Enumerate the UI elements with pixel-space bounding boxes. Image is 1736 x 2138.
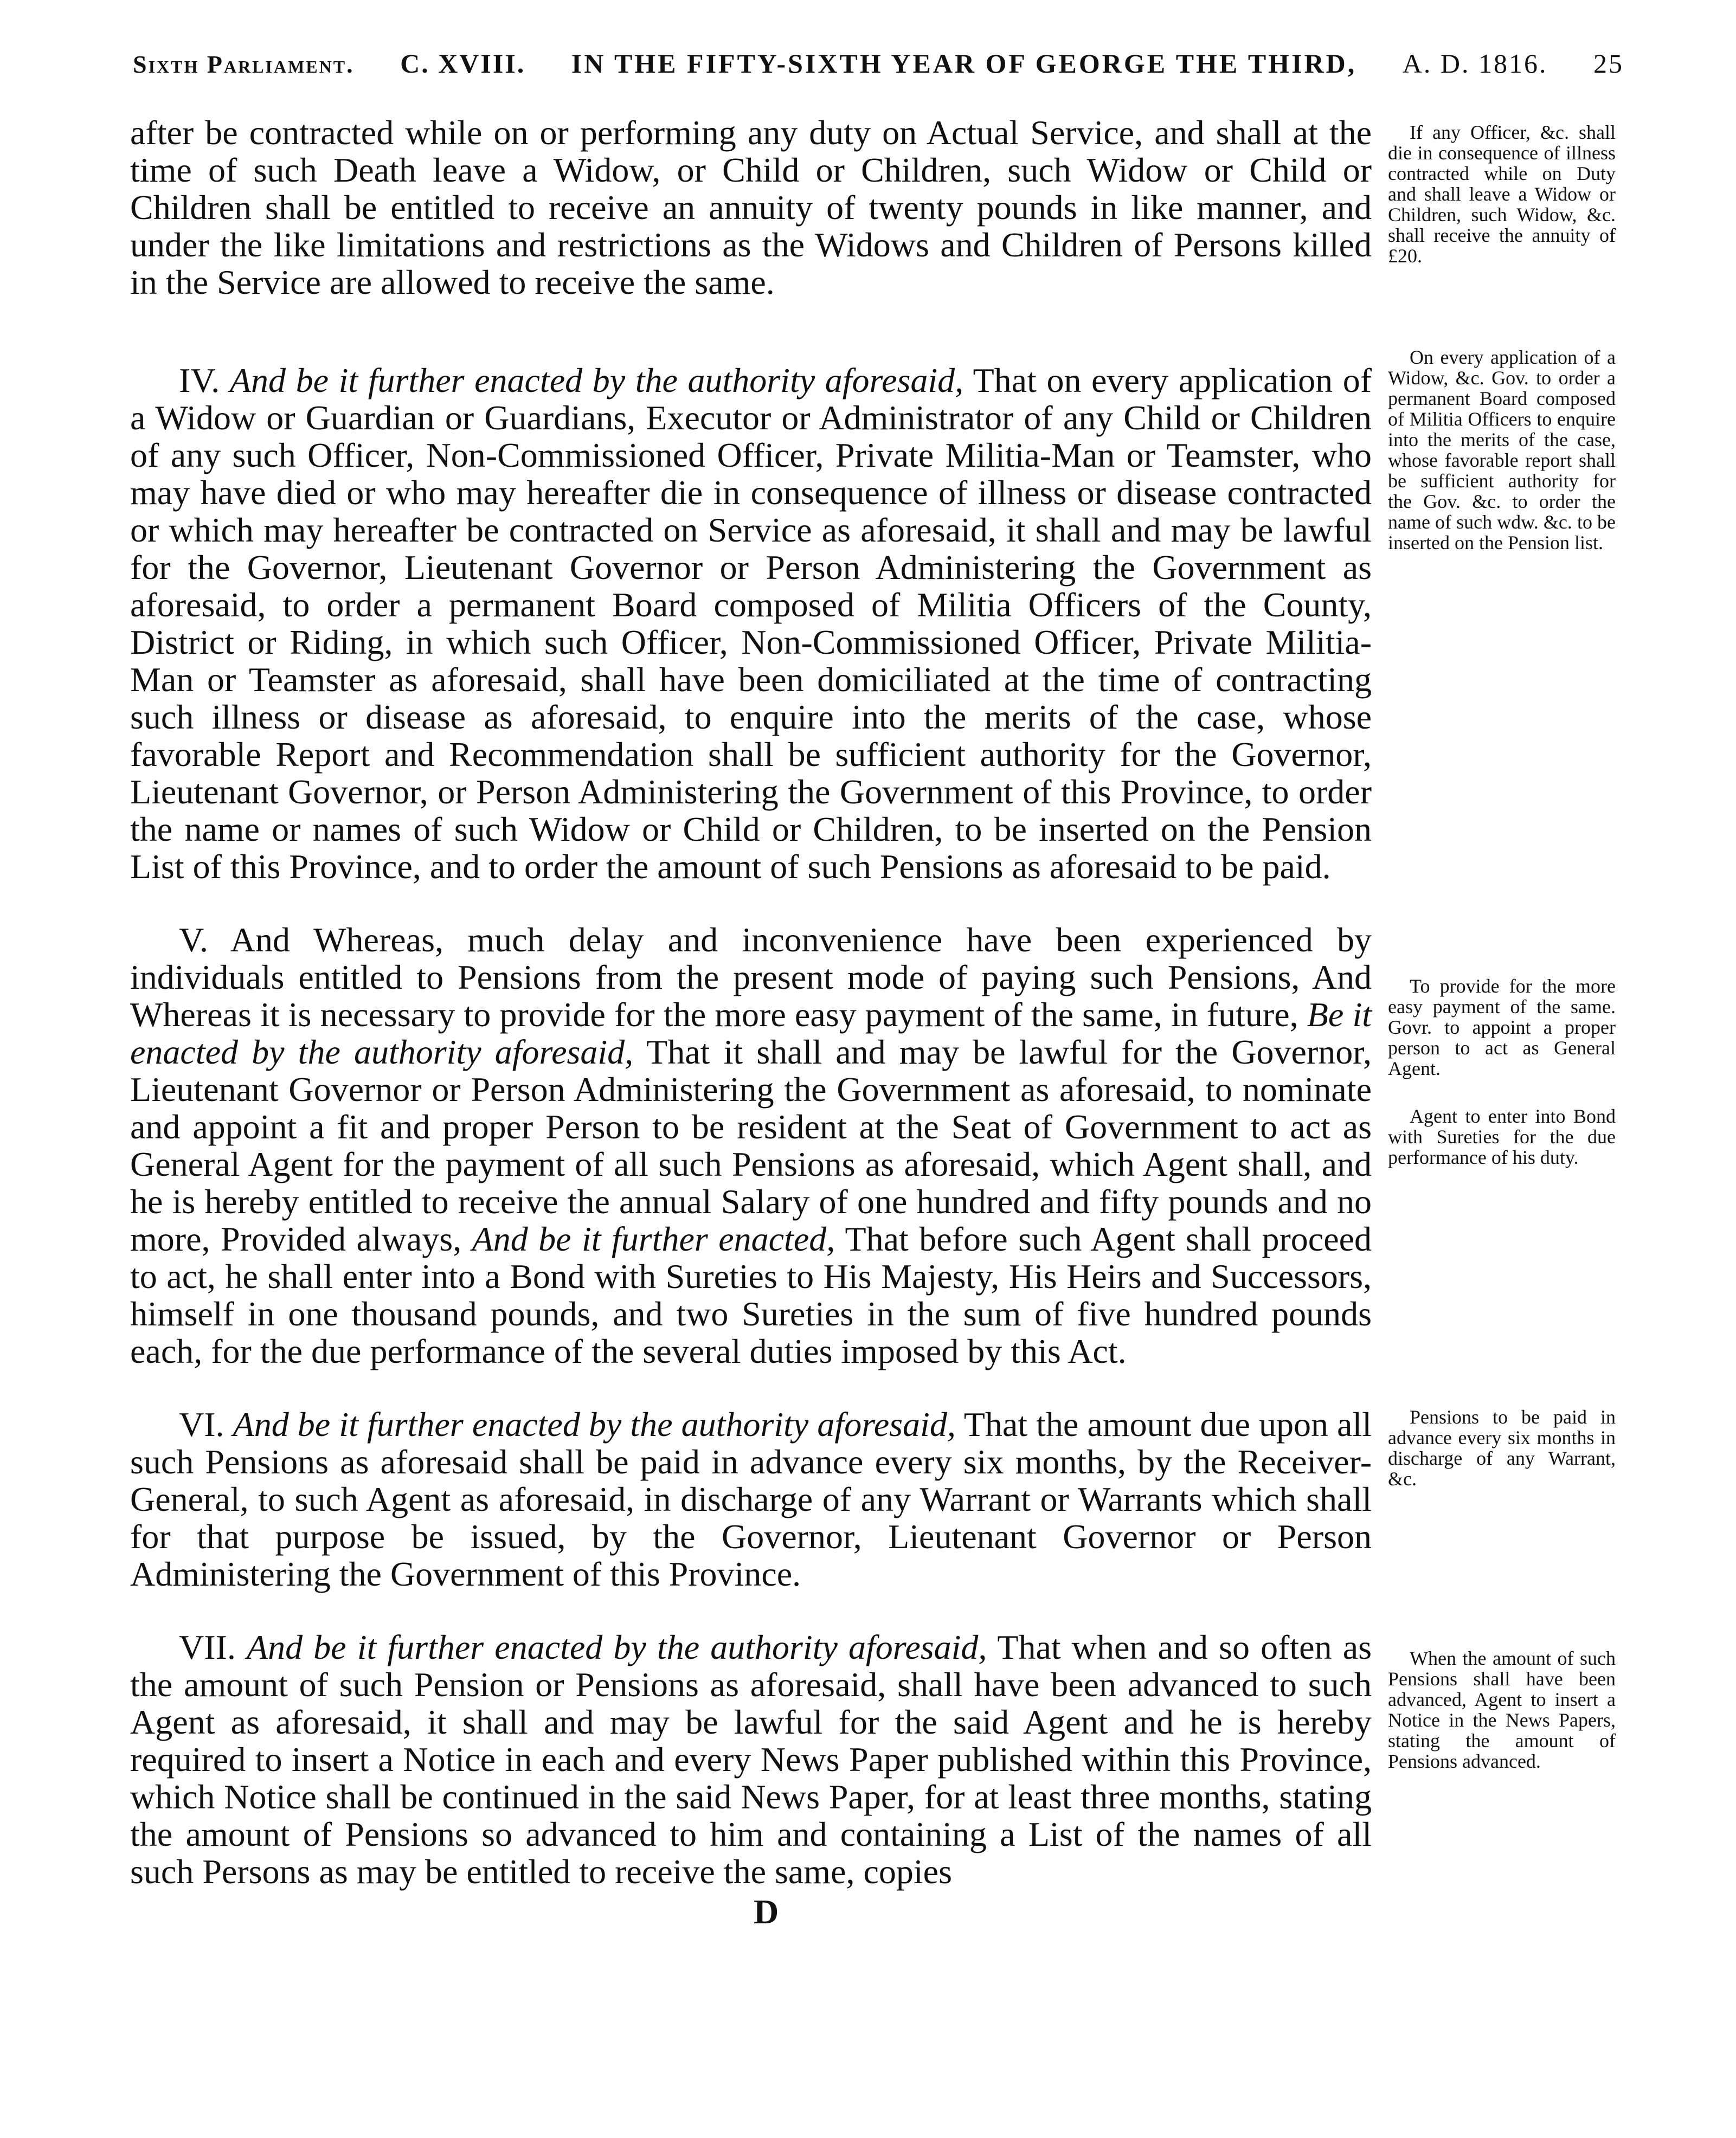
section-v-text-a: And Whereas, much delay and inconvenience have been experienced by individuals entitled to Pensions from the present mode of paying such Pensions, And Whereas it is necessary to provide for the more easy payment of the same, in future, [130, 920, 1372, 1034]
section-vii-enacting: And be it further enacted by the authority aforesaid, [246, 1628, 987, 1666]
signature-mark: D [754, 1892, 780, 1931]
section-iv-enacting: And be it further enacted by the authority aforesaid, [229, 361, 964, 400]
margin-note-6 [1388, 1648, 1616, 1772]
margin-note-1-text: If any Officer, &c. shall die in consequence of illness contracted while on Duty and shall leave a Widow or Children, such Widow, &c. shall receive the annuity of £20. [1388, 121, 1616, 267]
margin-note-4 [1388, 1106, 1616, 1168]
section-vi-number: VI. [179, 1405, 224, 1444]
header-title: IN THE FIFTY-SIXTH YEAR OF GEORGE THE THIRD, [571, 48, 1357, 79]
section-vi-enacting: And be it further enacted by the authority aforesaid, [233, 1405, 956, 1444]
section-v-enacting: Be it enacted by the authority aforesaid, [130, 995, 1372, 1071]
section-vii-text: That when and so often as the amount of such Pension or Pensions as aforesaid, shall have been advanced to such Agent as aforesaid, it shall and may be lawful for the said Agent and he is hereby required to insert a Notice in each and every News Paper published within this Province, which Notice shall be continued in the said News Paper, for at least three months, stating the amount of Pensions so advanced to him and containing a List of the names of all such Persons as may be entitled to receive the same, copies [130, 1628, 1372, 1891]
margin-note-2-text: On every application of a Widow, &c. Gov. to order a permanent Board composed of Militia Officers to enquire into the merits of the case, whose favorable report shall be sufficient authority for the Gov. &c. to order the name of such wdw. &c. to be inserted on the Pension list. [1388, 346, 1616, 553]
section-v [130, 921, 1372, 1370]
header-session: Sixth Parliament. [133, 50, 355, 78]
margin-note-2 [1388, 347, 1616, 553]
header-chapter: C. XVIII. [400, 48, 526, 79]
margin-note-3-text: To provide for the more easy payment of the same. Govr. to appoint a proper person to act as General Agent. [1388, 975, 1616, 1079]
section-vii-number: VII. [179, 1628, 236, 1666]
section-vi [130, 1406, 1372, 1593]
margin-note-3 [1388, 976, 1616, 1079]
section-continuation [130, 114, 1372, 301]
section-continuation-text: after be contracted while on or performing any duty on Actual Service, and shall at the time of such Death leave a Widow, or Child or Children, such Widow or Child or Children shall be entitled to receive an annuity of twenty pounds in like manner, and under the like limitations and restrictions as the Widows and Children of Persons killed in the Service are allowed to receive the same. [130, 113, 1372, 301]
section-v-text-b: That it shall and may be lawful for the Governor, Lieutenant Governor or Person Administering the Government as aforesaid, to nominate and appoint a fit and proper Person to be resident at the Seat of Government to act as General Agent for the payment of all such Pensions as aforesaid, which Agent shall, and he is hereby entitled to receive the annual Salary of one hundred and fifty pounds and no more, Provided always, [130, 1033, 1372, 1258]
margin-note-4-text: Agent to enter into Bond with Sureties for the due performance of his duty. [1388, 1105, 1616, 1168]
section-vi-text: That the amount due upon all such Pensions as aforesaid shall be paid in advance every six months, by the Receiver-General, to such Agent as aforesaid, in discharge of any Warrant or Warrants which shall for that purpose be issued, by the Governor, Lieutenant Governor or Person Administering the Government of this Province. [130, 1405, 1372, 1593]
running-header [133, 48, 1624, 79]
section-v-number: V. [179, 920, 208, 959]
margin-note-5-text: Pensions to be paid in advance every six months in discharge of any Warrant, &c. [1388, 1406, 1616, 1490]
margin-note-6-text: When the amount of such Pensions shall have been advanced, Agent to insert a Notice in the News Papers, stating the amount of Pensions advanced. [1388, 1647, 1616, 1772]
section-iv-text: That on every application of a Widow or Guardian or Guardians, Executor or Administrator of any Child or Children of any such Officer, Non-Commissioned Officer, Private Militia-Man or Teamster, who may have died or who may hereafter die in consequence of illness or disease contracted or which may hereafter be contracted on Service as aforesaid, it shall and may be lawful for the Governor, Lieutenant Governor or Person Administering the Government as aforesaid, to order a permanent Board composed of Militia Officers of the County, District or Riding, in which such Officer, Non-Commissioned Officer, Private Militia-Man or Teamster as aforesaid, shall have been domiciliated at the time of contracting such illness or disease as aforesaid, to enquire into the merits of the case, whose favorable Report and Recommendation shall be sufficient authority for the Governor, Lieutenant Governor, or Person Administering the Government of this Province, to order the name or names of such Widow or Child or Children, to be inserted on the Pension List of this Province, and to order the amount of such Pensions as aforesaid to be paid. [130, 361, 1372, 886]
section-v-enacting-2: And be it further enacted, [472, 1220, 835, 1258]
section-iv [130, 362, 1372, 885]
header-year: A. D. 1816. [1402, 48, 1548, 79]
body-text [130, 114, 1372, 1890]
section-iv-number: IV. [179, 361, 220, 400]
section-v-text-c: That before such Agent shall proceed to act, he shall enter into a Bond with Sureties to His Majesty, His Heirs and Successors, himself in one thousand pounds, and two Sureties in the sum of five hundred pounds each, for the due performance of the several duties imposed by this Act. [130, 1220, 1372, 1370]
page-number: 25 [1593, 48, 1624, 79]
section-vii [130, 1628, 1372, 1890]
margin-note-5 [1388, 1407, 1616, 1489]
margin-note-1 [1388, 122, 1616, 266]
